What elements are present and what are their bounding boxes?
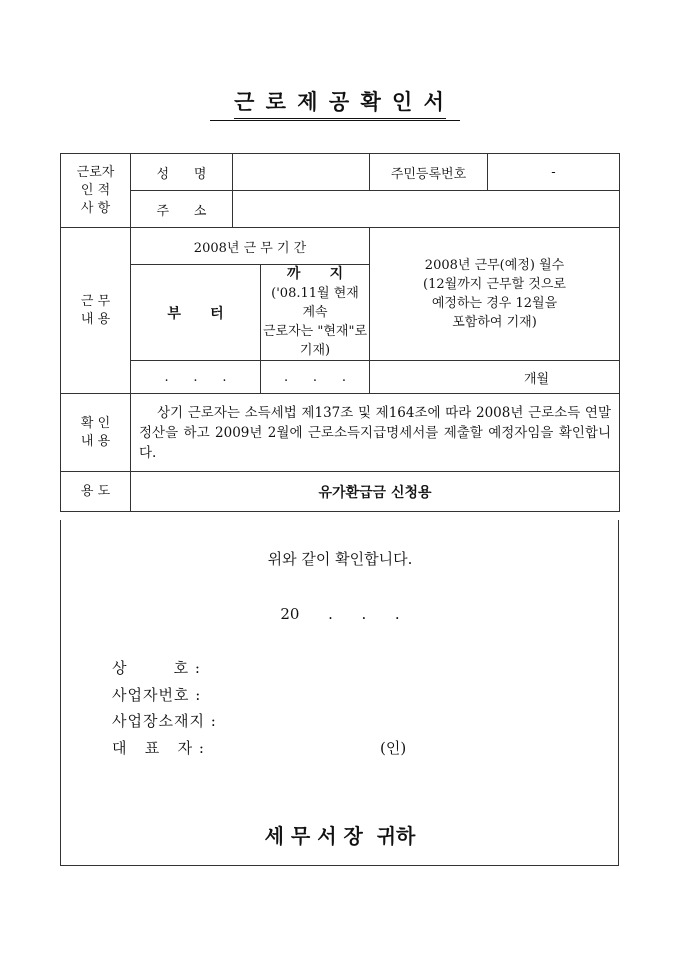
confirm-section-label: 확 인 내 용 (61, 394, 131, 472)
company-name-label: 상 호 : (112, 659, 201, 677)
name-field[interactable] (233, 154, 370, 191)
address-field[interactable] (233, 191, 620, 228)
period-until-date-field[interactable]: . . . (261, 361, 370, 394)
work-period-header: 2008년 근 무 기 간 (131, 228, 370, 265)
purpose-label: 용 도 (61, 472, 131, 512)
addressee-closing: 세 무 서 장 귀하 (264, 824, 416, 848)
period-until-note: ('08.11월 현재 계속 근로자는 "현재"로 기재) (263, 286, 367, 358)
work-months-header: 2008년 근무(예정) 월수 (12월까지 근무할 것으로 예정하는 경우 12월을 포함하여 기재) (370, 228, 620, 361)
period-from-label: 부 터 (131, 265, 261, 361)
seal-mark: (인) (380, 739, 407, 757)
representative-label: 대 표 자 : (112, 739, 205, 757)
confirm-statement: 위와 같이 확인합니다. (267, 550, 413, 568)
title-underline (210, 120, 460, 121)
date-line[interactable]: 20 . . . (280, 605, 400, 623)
business-number-label: 사업자번호 : (112, 686, 202, 704)
worker-section-label: 근로자 인 적 사 항 (61, 154, 131, 228)
rrn-field[interactable]: - (488, 154, 620, 191)
period-until-label: 까 지 (286, 266, 344, 282)
document-title: 근 로 제 공 확 인 서 (0, 86, 680, 119)
address-label: 주 소 (131, 191, 233, 228)
period-from-date-field[interactable]: . . . (131, 361, 261, 394)
confirm-text: 상기 근로자는 소득세법 제137조 및 제164조에 따라 2008년 근로소득 연말정산을 하고 2009년 2월에 근로소득지급명세서를 제출할 예정자임을 확인합니다. (131, 394, 620, 472)
purpose-value: 유가환급금 신청용 (131, 472, 620, 512)
certificate-form-table (60, 153, 620, 512)
business-address-label: 사업장소재지 : (112, 712, 217, 730)
rrn-label: 주민등록번호 (370, 154, 488, 191)
work-section-label: 근 무 내 용 (61, 228, 131, 394)
period-until-cell (261, 265, 370, 361)
work-months-field[interactable]: 개월 (370, 361, 620, 394)
name-label: 성 명 (131, 154, 233, 191)
